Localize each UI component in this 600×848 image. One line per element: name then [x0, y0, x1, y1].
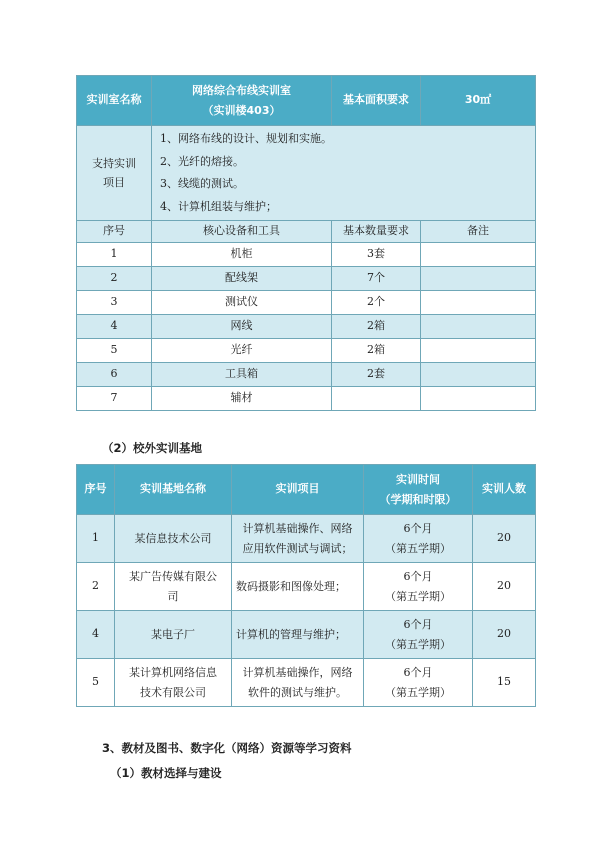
row-base: 某信息技术公司 [115, 515, 232, 563]
row-item: 机柜 [152, 243, 332, 267]
row-item: 光纤 [152, 339, 332, 363]
col-equipment: 核心设备和工具 [152, 221, 332, 243]
outside-base-table [76, 464, 536, 707]
row-qty: 3套 [332, 243, 421, 267]
row-note [421, 339, 536, 363]
section-outside-heading: （2）校外实训基地 [102, 441, 203, 455]
row-note [421, 387, 536, 411]
project-item: 1、网络布线的设计、规划和实施。 [160, 132, 332, 145]
row-no: 4 [77, 611, 115, 659]
row-note [421, 267, 536, 291]
training-room-table [76, 75, 536, 411]
row-project: 计算机基础操作、网络 应用软件测试与调试； [232, 515, 364, 563]
row-no: 3 [77, 291, 152, 315]
col-no: 序号 [77, 465, 115, 515]
row-project: 计算机的管理与维护； [232, 611, 364, 659]
projects-row [77, 126, 536, 221]
outside-header-row [77, 465, 536, 515]
table-row [77, 243, 536, 267]
row-no: 1 [77, 243, 152, 267]
row-qty: 2套 [332, 363, 421, 387]
row-no: 5 [77, 659, 115, 707]
section-materials-heading: 3、教材及图书、数字化（网络）资源等学习资料 [102, 741, 352, 755]
row-base: 某广告传媒有限公 司 [115, 563, 232, 611]
row-count: 15 [473, 659, 536, 707]
table-row [77, 267, 536, 291]
table-row [77, 387, 536, 411]
row-no: 5 [77, 339, 152, 363]
table-row [77, 611, 536, 659]
project-item: 4、计算机组装与维护； [160, 199, 277, 213]
col-project: 实训项目 [232, 465, 364, 515]
row-no: 1 [77, 515, 115, 563]
row-note [421, 243, 536, 267]
table-row [77, 363, 536, 387]
table-row [77, 515, 536, 563]
project-item: 2、光纤的熔接。 [160, 154, 244, 168]
row-item: 测试仪 [152, 291, 332, 315]
projects-list [152, 126, 536, 221]
row-qty: 2个 [332, 291, 421, 315]
col-note: 备注 [421, 221, 536, 243]
room-name-value: 网络综合布线实训室 （实训楼403） [152, 76, 332, 126]
row-count: 20 [473, 611, 536, 659]
row-project: 计算机基础操作，网络 软件的测试与维护。 [232, 659, 364, 707]
row-project: 数码摄影和图像处理； [232, 563, 364, 611]
equipment-header-row [77, 221, 536, 243]
row-base: 某电子厂 [115, 611, 232, 659]
table-row [77, 339, 536, 363]
row-time: 6个月 （第五学期） [364, 563, 473, 611]
row-item: 辅材 [152, 387, 332, 411]
row-item: 网线 [152, 315, 332, 339]
row-note [421, 363, 536, 387]
row-no: 6 [77, 363, 152, 387]
room-name-label: 实训室名称 [77, 76, 152, 126]
row-no: 7 [77, 387, 152, 411]
row-note [421, 291, 536, 315]
col-time: 实训时间 （学期和时限） [364, 465, 473, 515]
row-qty: 2箱 [332, 315, 421, 339]
row-qty: 2箱 [332, 339, 421, 363]
col-qty: 基本数量要求 [332, 221, 421, 243]
row-item: 配线架 [152, 267, 332, 291]
row-qty: 7个 [332, 267, 421, 291]
row-count: 20 [473, 515, 536, 563]
row-qty [332, 387, 421, 411]
table-row [77, 291, 536, 315]
area-label: 基本面积要求 [332, 76, 421, 126]
section-textbook-heading: （1）教材选择与建设 [110, 766, 222, 780]
row-time: 6个月 （第五学期） [364, 611, 473, 659]
row-count: 20 [473, 563, 536, 611]
project-item: 3、线缆的测试。 [160, 177, 244, 191]
area-value: 30㎡ [421, 76, 536, 126]
col-count: 实训人数 [473, 465, 536, 515]
row-no: 2 [77, 563, 115, 611]
row-time: 6个月 （第五学期） [364, 659, 473, 707]
table-row [77, 659, 536, 707]
table-row [77, 563, 536, 611]
row-note [421, 315, 536, 339]
col-base: 实训基地名称 [115, 465, 232, 515]
room-header-row [77, 76, 536, 126]
table-row [77, 315, 536, 339]
row-no: 4 [77, 315, 152, 339]
row-item: 工具箱 [152, 363, 332, 387]
projects-label: 支持实训 项目 [77, 126, 152, 221]
row-base: 某计算机网络信息 技术有限公司 [115, 659, 232, 707]
row-time: 6个月 （第五学期） [364, 515, 473, 563]
col-no: 序号 [77, 221, 152, 243]
row-no: 2 [77, 267, 152, 291]
